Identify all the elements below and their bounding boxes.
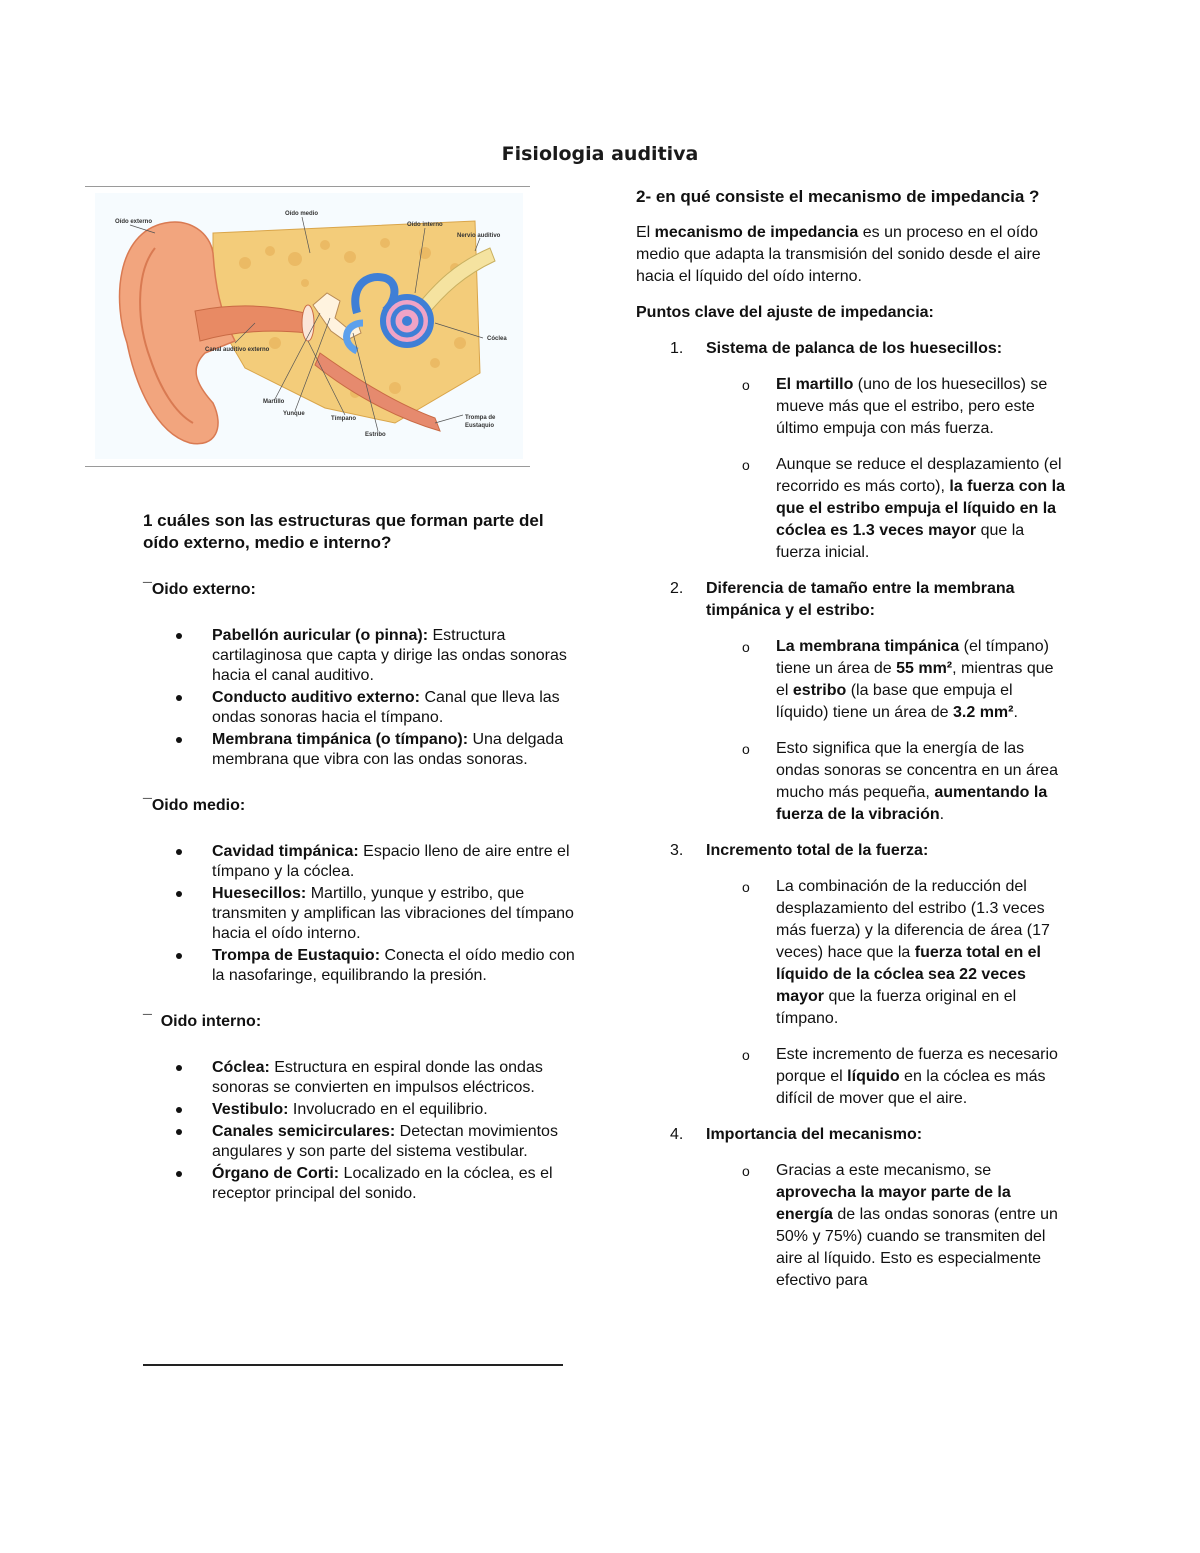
sub-item: o Gracias a este mecanismo, se aprovecha la mayor parte de la energía de las ondas sonoras (entre un 50% y 75%) cuando se transmiten del aire al líquido. Esto es especialmente efectivo para xyxy=(706,1160,1066,1292)
label-trompa: Trompa de xyxy=(465,415,496,421)
page-title: Fisiologia auditiva xyxy=(501,143,699,165)
label-yunque: Yunque xyxy=(283,411,305,417)
sub-item: o Aunque se reduce el desplazamiento (el recorrido es más corto), la fuerza con la que el estribo empuja el líquido en la cóclea es 1.3 veces mayor que la fuerza inicial. xyxy=(706,454,1066,564)
key-point: 2. Diferencia de tamaño entre la membrana timpánica y el estribo: o La membrana timpánica (el tímpano) tiene un área de 55 mm², mientras que el estribo (la base que empuja el líquido) tiene un área de 3.2 mm². o Esto significa que la energía de las ondas sonoras se concentra en un área mucho más pequeña, aumentando la fuerza de la vibración. xyxy=(636,578,1066,826)
list-item: Vestibulo: Involucrado en el equilibrio. xyxy=(143,1100,583,1120)
question-1: 1 cuáles son las estructuras que forman parte del oído externo, medio e interno? xyxy=(143,511,544,552)
label-nervio-auditivo: Nervio auditivo xyxy=(457,233,501,239)
sub-list xyxy=(706,636,1066,826)
list-oido-interno xyxy=(143,1058,583,1204)
left-bottom-rule xyxy=(143,1364,563,1366)
list-item: Huesecillos: Martillo, yunque y estribo, que transmiten y amplifican las vibraciones del tímpano hacia el oído interno. xyxy=(143,884,583,944)
sub-list xyxy=(706,876,1066,1110)
ear-anatomy-illustration xyxy=(95,193,523,459)
label-oido-interno: Oído interno xyxy=(407,222,443,228)
sub-item: o La membrana timpánica (el tímpano) tiene un área de 55 mm², mientras que el estribo (la base que empuja el líquido) tiene un área de 3.2 mm². xyxy=(706,636,1066,724)
intro-paragraph: El mecanismo de impedancia es un proceso en el oído medio que adapta la transmisión del sonido desde el aire hacia el líquido del oído interno. xyxy=(636,224,1041,285)
label-coclea: Cóclea xyxy=(487,336,507,342)
section-heading-oido-externo: ¯Oido externo: xyxy=(143,581,256,598)
section-heading-oido-interno: ¯ Oido interno: xyxy=(143,1013,262,1030)
left-column xyxy=(143,510,583,1206)
list-item: Pabellón auricular (o pinna): Estructura cartilaginosa que capta y dirige las ondas sonoras hacia el canal auditivo. xyxy=(143,626,583,686)
label-estribo: Estribo xyxy=(365,432,386,438)
sub-item: o Este incremento de fuerza es necesario porque el líquido en la cóclea es más difícil de mover que el aire. xyxy=(706,1044,1066,1110)
sub-item: o Esto significa que la energía de las ondas sonoras se concentra en un área mucho más pequeña, aumentando la fuerza de la vibración. xyxy=(706,738,1066,826)
label-oido-externo: Oído externo xyxy=(115,219,153,225)
list-item: Cavidad timpánica: Espacio lleno de aire entre el tímpano y la cóclea. xyxy=(143,842,583,882)
sub-item: o El martillo (uno de los huesecillos) se mueve más que el estribo, pero este último empuja con más fuerza. xyxy=(706,374,1066,440)
section-heading-oido-medio: ¯Oido medio: xyxy=(143,797,246,814)
list-item: Órgano de Corti: Localizado en la cóclea, es el receptor principal del sonido. xyxy=(143,1164,583,1204)
list-item: Trompa de Eustaquio: Conecta el oído medio con la nasofaringe, equilibrando la presión. xyxy=(143,946,583,986)
key-point: 3. Incremento total de la fuerza: o La combinación de la reducción del desplazamiento del estribo (1.3 veces más fuerza) y la diferencia de área (17 veces) hace que la fuerza total en el líquido de la cóclea sea 22 veces mayor que la fuerza original en el tímpano. o Este incremento de fuerza es necesario porque el líquido en la cóclea es más difícil de mover que el aire. xyxy=(636,840,1066,1110)
label-canal-auditivo: Canal auditivo externo xyxy=(205,347,270,353)
list-item: Cóclea: Estructura en espiral donde las ondas sonoras se convierten en impulsos eléctricos. xyxy=(143,1058,583,1098)
label-oido-medio: Oído medio xyxy=(285,211,318,217)
question-2: 2- en qué consiste el mecanismo de impedancia ? xyxy=(636,187,1040,206)
key-points-heading: Puntos clave del ajuste de impedancia: xyxy=(636,304,934,321)
key-point: 4. Importancia del mecanismo: o Gracias a este mecanismo, se aprovecha la mayor parte de la energía de las ondas sonoras (entre un 50% y 75%) cuando se transmiten del aire al líquido. Esto es especialmente efectivo para xyxy=(636,1124,1066,1292)
list-oido-externo xyxy=(143,626,583,770)
figure-top-rule xyxy=(85,186,530,187)
sub-list xyxy=(706,1160,1066,1292)
list-item: Canales semicirculares: Detectan movimientos angulares y son parte del sistema vestibular. xyxy=(143,1122,583,1162)
label-trompa-2: Eustaquio xyxy=(465,423,495,429)
right-column xyxy=(636,186,1066,1306)
key-points-list xyxy=(636,338,1066,1292)
sub-item: o La combinación de la reducción del desplazamiento del estribo (1.3 veces más fuerza) y la diferencia de área (17 veces) hace que la fuerza total en el líquido de la cóclea sea 22 veces mayor que la fuerza original en el tímpano. xyxy=(706,876,1066,1030)
ear-anatomy-figure xyxy=(95,193,523,459)
list-item: Conducto auditivo externo: Canal que lleva las ondas sonoras hacia el tímpano. xyxy=(143,688,583,728)
figure-bottom-rule xyxy=(85,466,530,467)
label-timpano: Tímpano xyxy=(331,416,356,422)
sub-list xyxy=(706,374,1066,564)
label-martillo: Martillo xyxy=(263,399,285,405)
list-item: Membrana timpánica (o tímpano): Una delgada membrana que vibra con las ondas sonoras. xyxy=(143,730,583,770)
list-oido-medio xyxy=(143,842,583,986)
key-point: 1. Sistema de palanca de los huesecillos: o El martillo (uno de los huesecillos) se mueve más que el estribo, pero este último empuja con más fuerza. o Aunque se reduce el desplazamiento (el recorrido es más corto), la fuerza con la que el estribo empuja el líquido en la cóclea es 1.3 veces mayor que la fuerza inicial. xyxy=(636,338,1066,564)
